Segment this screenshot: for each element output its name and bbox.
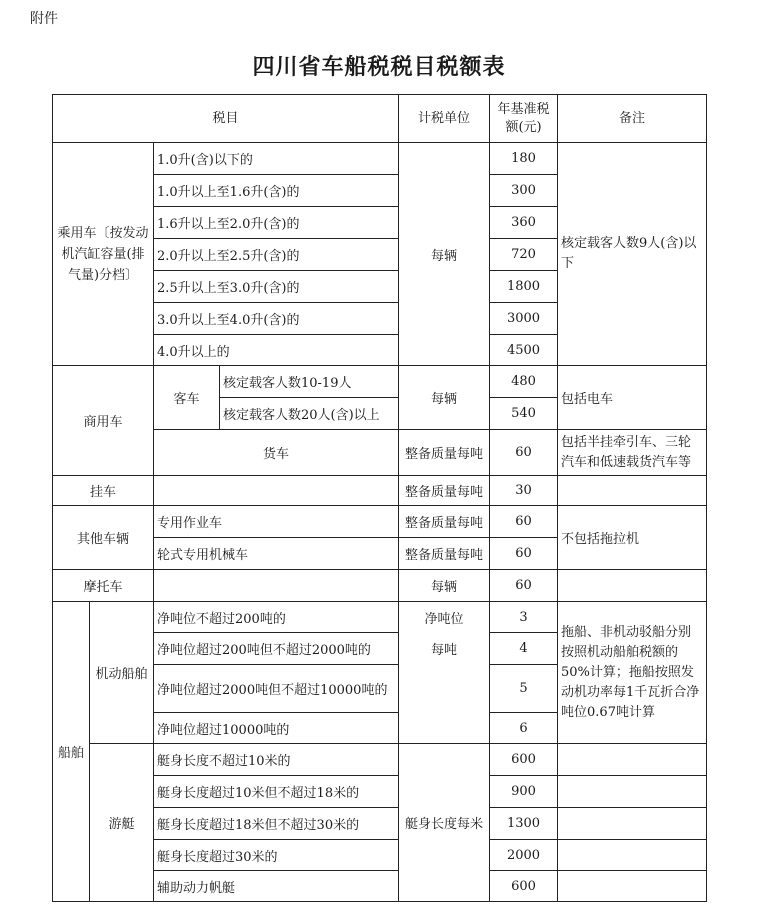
trailer-category: 挂车 <box>53 476 154 506</box>
truck-unit: 整备质量每吨 <box>399 430 490 476</box>
header-rate: 年基准税额(元) <box>490 95 558 143</box>
other-vehicle-unit: 整备质量每吨 <box>399 506 490 538</box>
bus-remark: 包括电车 <box>558 366 707 430</box>
passenger-car-desc: 4.0升以上的 <box>154 335 399 366</box>
passenger-car-unit: 每辆 <box>399 143 490 366</box>
attachment-label: 附件 <box>30 11 58 27</box>
passenger-car-desc: 3.0升以上至4.0升(含)的 <box>154 303 399 335</box>
table-row <box>53 366 707 398</box>
yacht-amount: 600 <box>490 871 558 902</box>
motor-vessel-desc: 净吨位超过2000吨但不超过10000吨的 <box>154 665 399 713</box>
passenger-car-category: 乘用车〔按发动机汽缸容量(排气量)分档〕 <box>53 143 154 366</box>
yacht-amount: 1300 <box>490 808 558 840</box>
table-row <box>53 143 707 175</box>
motor-vessel-desc: 净吨位超过10000吨的 <box>154 713 399 744</box>
bus-desc: 核定载客人数10-19人 <box>220 366 399 398</box>
table-row <box>53 476 707 506</box>
passenger-car-amount: 3000 <box>490 303 558 335</box>
passenger-car-remark: 核定载客人数9人(含)以下 <box>558 143 707 366</box>
other-vehicle-desc: 专用作业车 <box>154 506 399 538</box>
motor-vessel-label: 机动船舶 <box>90 602 154 744</box>
yacht-unit: 艇身长度每米 <box>399 744 490 902</box>
table-row <box>53 506 707 538</box>
motorcycle-unit: 每辆 <box>399 570 490 602</box>
passenger-car-amount: 360 <box>490 207 558 239</box>
header-remark: 备注 <box>558 95 707 143</box>
trailer-unit: 整备质量每吨 <box>399 476 490 506</box>
bus-amount: 480 <box>490 366 558 398</box>
passenger-car-desc: 2.5升以上至3.0升(含)的 <box>154 271 399 303</box>
passenger-car-amount: 720 <box>490 239 558 271</box>
other-vehicle-amount: 60 <box>490 538 558 570</box>
yacht-desc: 艇身长度超过30米的 <box>154 840 399 871</box>
yacht-label: 游艇 <box>90 744 154 902</box>
motor-vessel-unit-a: 净吨位 <box>399 602 490 633</box>
passenger-car-desc: 1.6升以上至2.0升(含)的 <box>154 207 399 239</box>
passenger-car-amount: 4500 <box>490 335 558 366</box>
truck-amount: 60 <box>490 430 558 476</box>
yacht-desc: 艇身长度不超过10米的 <box>154 744 399 776</box>
motor-vessel-unit-b: 每吨 <box>399 633 490 665</box>
other-vehicles-category: 其他车辆 <box>53 506 154 570</box>
other-vehicle-desc: 轮式专用机械车 <box>154 538 399 570</box>
commercial-category: 商用车 <box>53 366 154 476</box>
header-row <box>53 95 707 143</box>
motor-vessel-amount: 3 <box>490 602 558 633</box>
bus-desc: 核定载客人数20人(含)以上 <box>220 398 399 430</box>
motor-vessel-remark: 拖船、非机动驳船分别按照机动船舶税额的50%计算；拖船按照发动机功率每1千瓦折合净吨位0.67吨计算 <box>558 602 707 744</box>
yacht-amount: 2000 <box>490 840 558 871</box>
yacht-desc: 艇身长度超过10米但不超过18米的 <box>154 776 399 808</box>
vessels-category: 船舶 <box>53 602 90 902</box>
yacht-amount: 600 <box>490 744 558 776</box>
other-vehicles-remark: 不包括拖拉机 <box>558 506 707 570</box>
truck-remark: 包括半挂牵引车、三轮汽车和低速载货汽车等 <box>558 430 707 476</box>
header-unit: 计税单位 <box>399 95 490 143</box>
passenger-car-amount: 180 <box>490 143 558 175</box>
bus-label: 客车 <box>154 366 220 430</box>
truck-label: 货车 <box>154 430 399 476</box>
yacht-desc: 艇身长度超过18米但不超过30米的 <box>154 808 399 840</box>
motorcycle-category: 摩托车 <box>53 570 154 602</box>
passenger-car-amount: 300 <box>490 175 558 207</box>
motorcycle-amount: 60 <box>490 570 558 602</box>
motor-vessel-desc: 净吨位不超过200吨的 <box>154 602 399 633</box>
tax-table <box>52 94 707 902</box>
bus-unit: 每辆 <box>399 366 490 430</box>
trailer-amount: 30 <box>490 476 558 506</box>
table-row <box>53 744 707 776</box>
bus-amount: 540 <box>490 398 558 430</box>
other-vehicle-unit: 整备质量每吨 <box>399 538 490 570</box>
other-vehicle-amount: 60 <box>490 506 558 538</box>
motor-vessel-amount: 6 <box>490 713 558 744</box>
table-row <box>53 570 707 602</box>
motor-vessel-desc: 净吨位超过200吨但不超过2000吨的 <box>154 633 399 665</box>
motor-vessel-amount: 5 <box>490 665 558 713</box>
passenger-car-desc: 1.0升(含)以下的 <box>154 143 399 175</box>
table-row <box>53 602 707 633</box>
header-item: 税目 <box>53 95 399 143</box>
passenger-car-desc: 2.0升以上至2.5升(含)的 <box>154 239 399 271</box>
passenger-car-desc: 1.0升以上至1.6升(含)的 <box>154 175 399 207</box>
yacht-desc: 辅助动力帆艇 <box>154 871 399 902</box>
passenger-car-amount: 1800 <box>490 271 558 303</box>
page-title: 四川省车船税税目税额表 <box>252 54 506 80</box>
motor-vessel-amount: 4 <box>490 633 558 665</box>
yacht-amount: 900 <box>490 776 558 808</box>
